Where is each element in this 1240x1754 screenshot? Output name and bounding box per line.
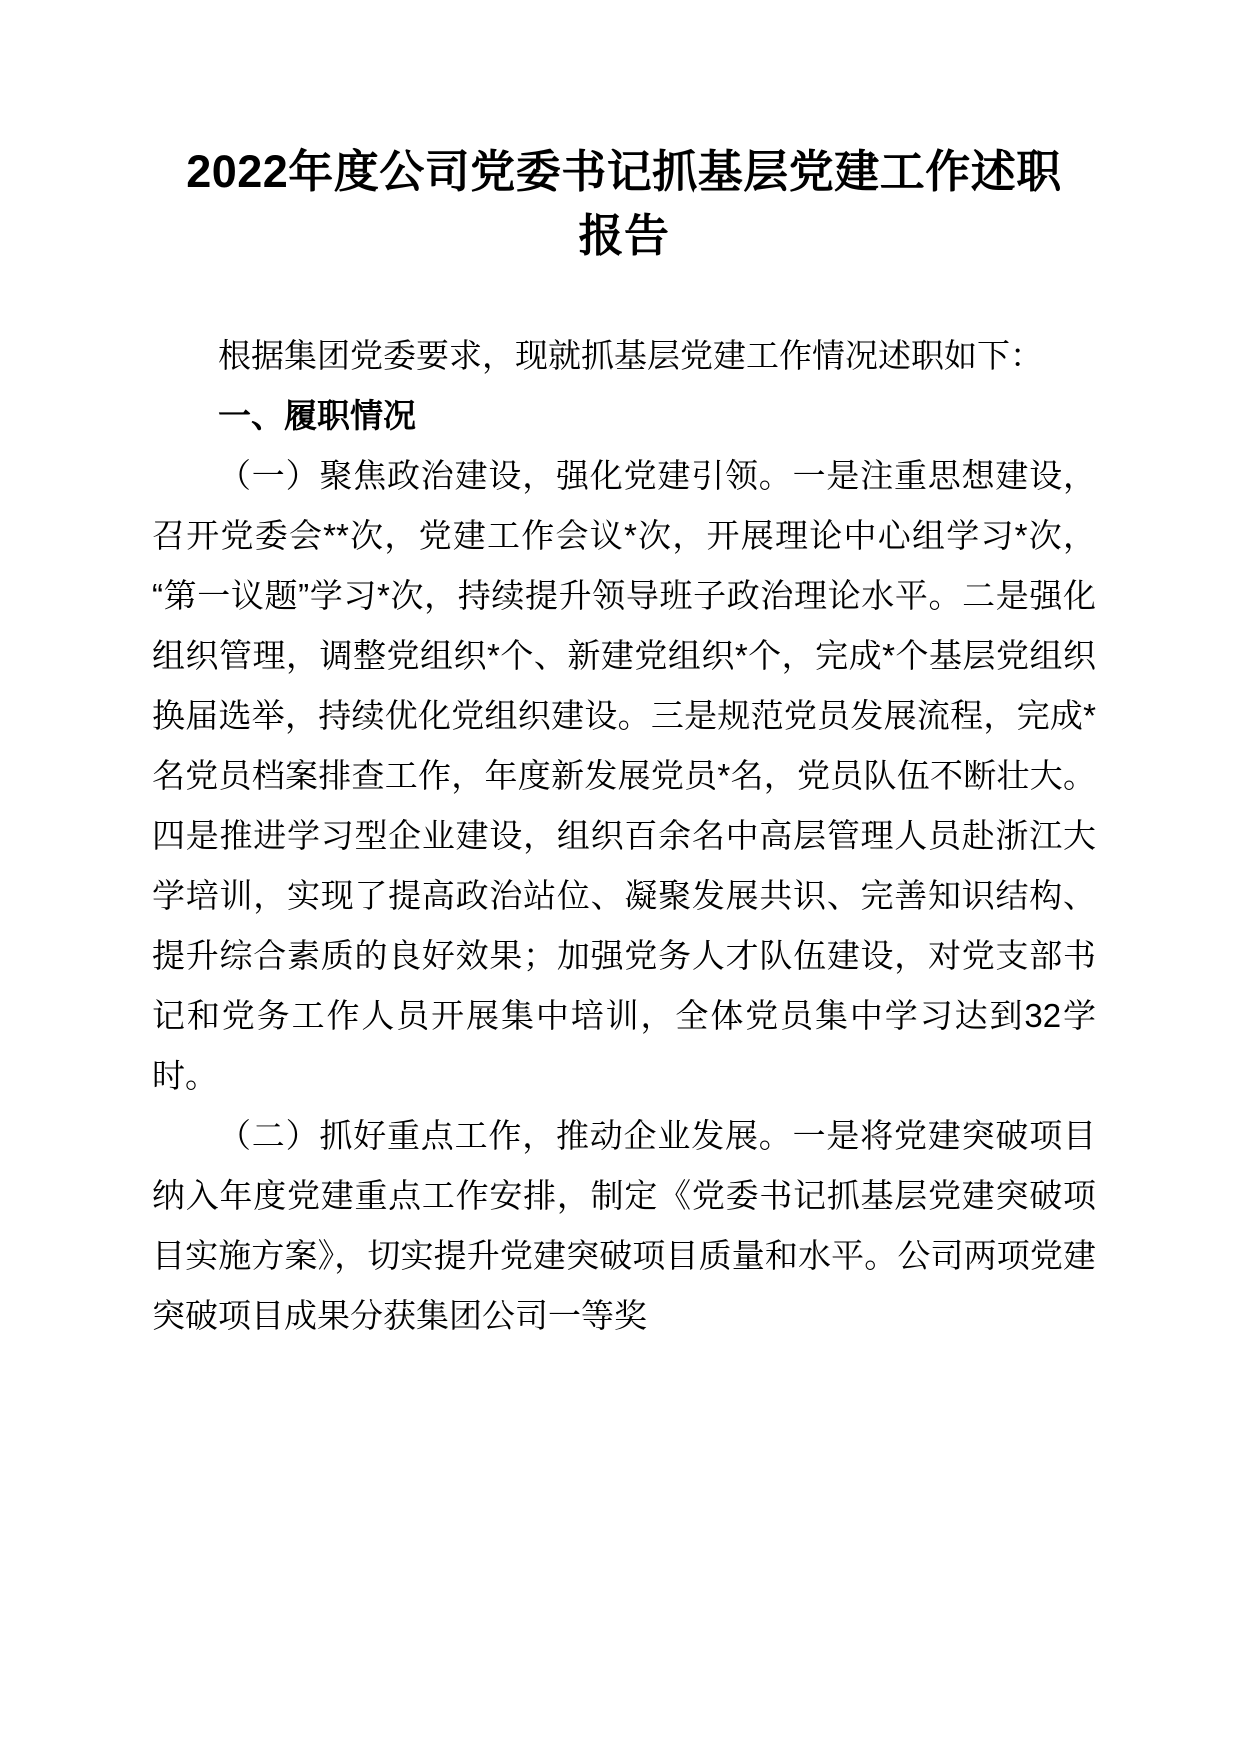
- section-heading-one: 一、履职情况: [218, 396, 416, 434]
- page-content: [152, 0, 1096, 1346]
- document-title: 2022年度公司党委书记抓基层党建工作述职报告: [186, 146, 1062, 261]
- paragraph-subsection-one: （一）聚焦政治建设，强化党建引领。一是注重思想建设，召开党委会**次，党建工作会议*次，开展理论中心组学习*次，“第一议题”学习*次，持续提升领导班子政治理论水平。二是强化组织管理，调整党组织*个、新建党组织*个，完成*个基层党组织换届选举，持续优化党组织建设。三是规范党员发展流程，完成*名党员档案排查工作，年度新发展党员*名，党员队伍不断壮大。四是推进学习型企业建设，组织百余名中高层管理人员赴浙江大学培训，实现了提高政治站位、凝聚发展共识、完善知识结构、提升综合素质的良好效果；加强党务人才队伍建设，对党支部书记和党务工作人员开展集中培训，全体党员集中学习达到32学时。: [152, 456, 1096, 1094]
- paragraph-subsection-two: （二）抓好重点工作，推动企业发展。一是将党建突破项目纳入年度党建重点工作安排，制定《党委书记抓基层党建突破项目实施方案》，切实提升党建突破项目质量和水平。公司两项党建突破项目成果分获集团公司一等奖: [152, 1116, 1096, 1334]
- paragraph-intro: 根据集团党委要求，现就抓基层党建工作情况述职如下：: [218, 336, 1043, 374]
- document-body: [152, 326, 1096, 1346]
